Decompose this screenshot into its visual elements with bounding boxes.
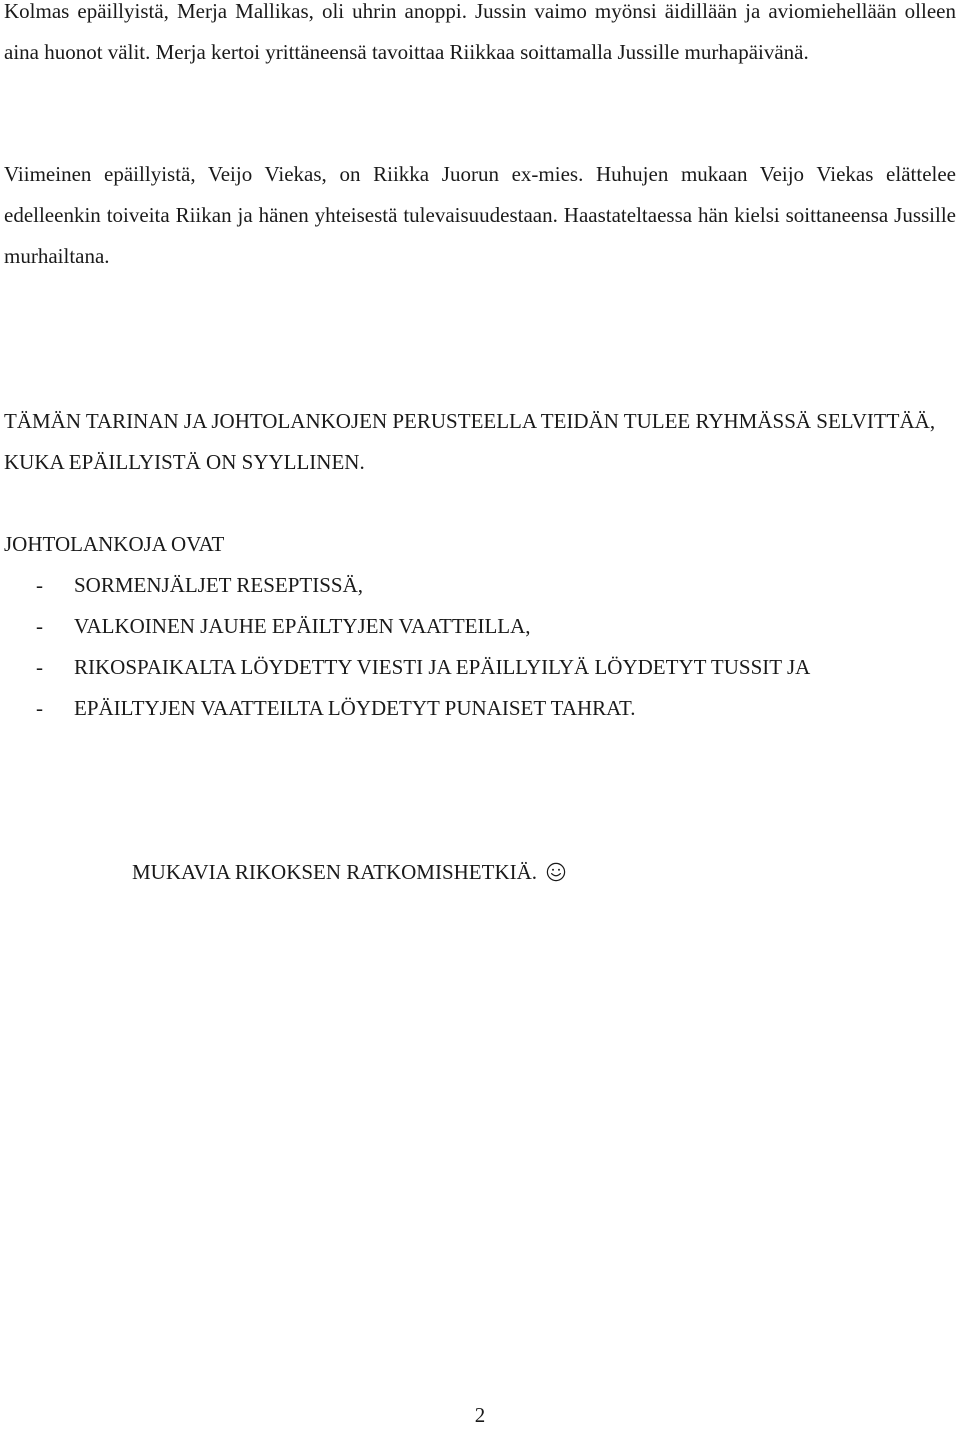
closing-line (132, 852, 566, 893)
page-number-text: 2 (474, 1403, 486, 1427)
clues-heading: JOHTOLANKOJA OVAT (4, 532, 225, 556)
clue-list (4, 565, 956, 729)
list-item (4, 565, 956, 606)
paragraph-suspect-merja: Kolmas epäillyistä, Merja Mallikas, oli uhrin anoppi. Jussin vaimo myönsi äidillään ja aviomiehellään olleen aina huonot välit. Merja kertoi yrittäneensä tavoittaa Riikkaa soittamalla Jussille murhapäivänä. (4, 0, 956, 64)
list-dash: - (36, 614, 43, 638)
group-instruction: TÄMÄN TARINAN JA JOHTOLANKOJEN PERUSTEELLA TEIDÄN TULEE RYHMÄSSÄ SELVITTÄÄ, KUKA EPÄILLYISTÄ ON SYYLLINEN. (4, 409, 936, 474)
list-dash: - (36, 573, 43, 597)
clue-text: RIKOSPAIKALTA LÖYDETTY VIESTI JA EPÄILLYILYÄ LÖYDETYT TUSSIT JA (74, 655, 811, 679)
clue-text: VALKOINEN JAUHE EPÄILTYJEN VAATTEILLA, (74, 614, 531, 638)
page-number (0, 1395, 960, 1436)
clue-text: SORMENJÄLJET RESEPTISSÄ, (74, 573, 363, 597)
list-dash: - (36, 655, 43, 679)
list-item (4, 688, 956, 729)
clue-text: EPÄILTYJEN VAATTEILTA LÖYDETYT PUNAISET TAHRAT. (74, 696, 636, 720)
closing-text: MUKAVIA RIKOKSEN RATKOMISHETKIÄ. (132, 860, 538, 884)
paragraph-suspect-veijo: Viimeinen epäillyistä, Veijo Viekas, on Riikka Juorun ex-mies. Huhujen mukaan Veijo Viekas elättelee edelleenkin toiveita Riikan ja hänen yhteisestä tulevaisuudestaan. Haastateltaessa hän kielsi soittaneensa Jussille murhailtana. (4, 162, 956, 268)
smiley-icon (546, 862, 566, 882)
list-item (4, 647, 956, 688)
list-item (4, 606, 956, 647)
list-dash: - (36, 696, 43, 720)
